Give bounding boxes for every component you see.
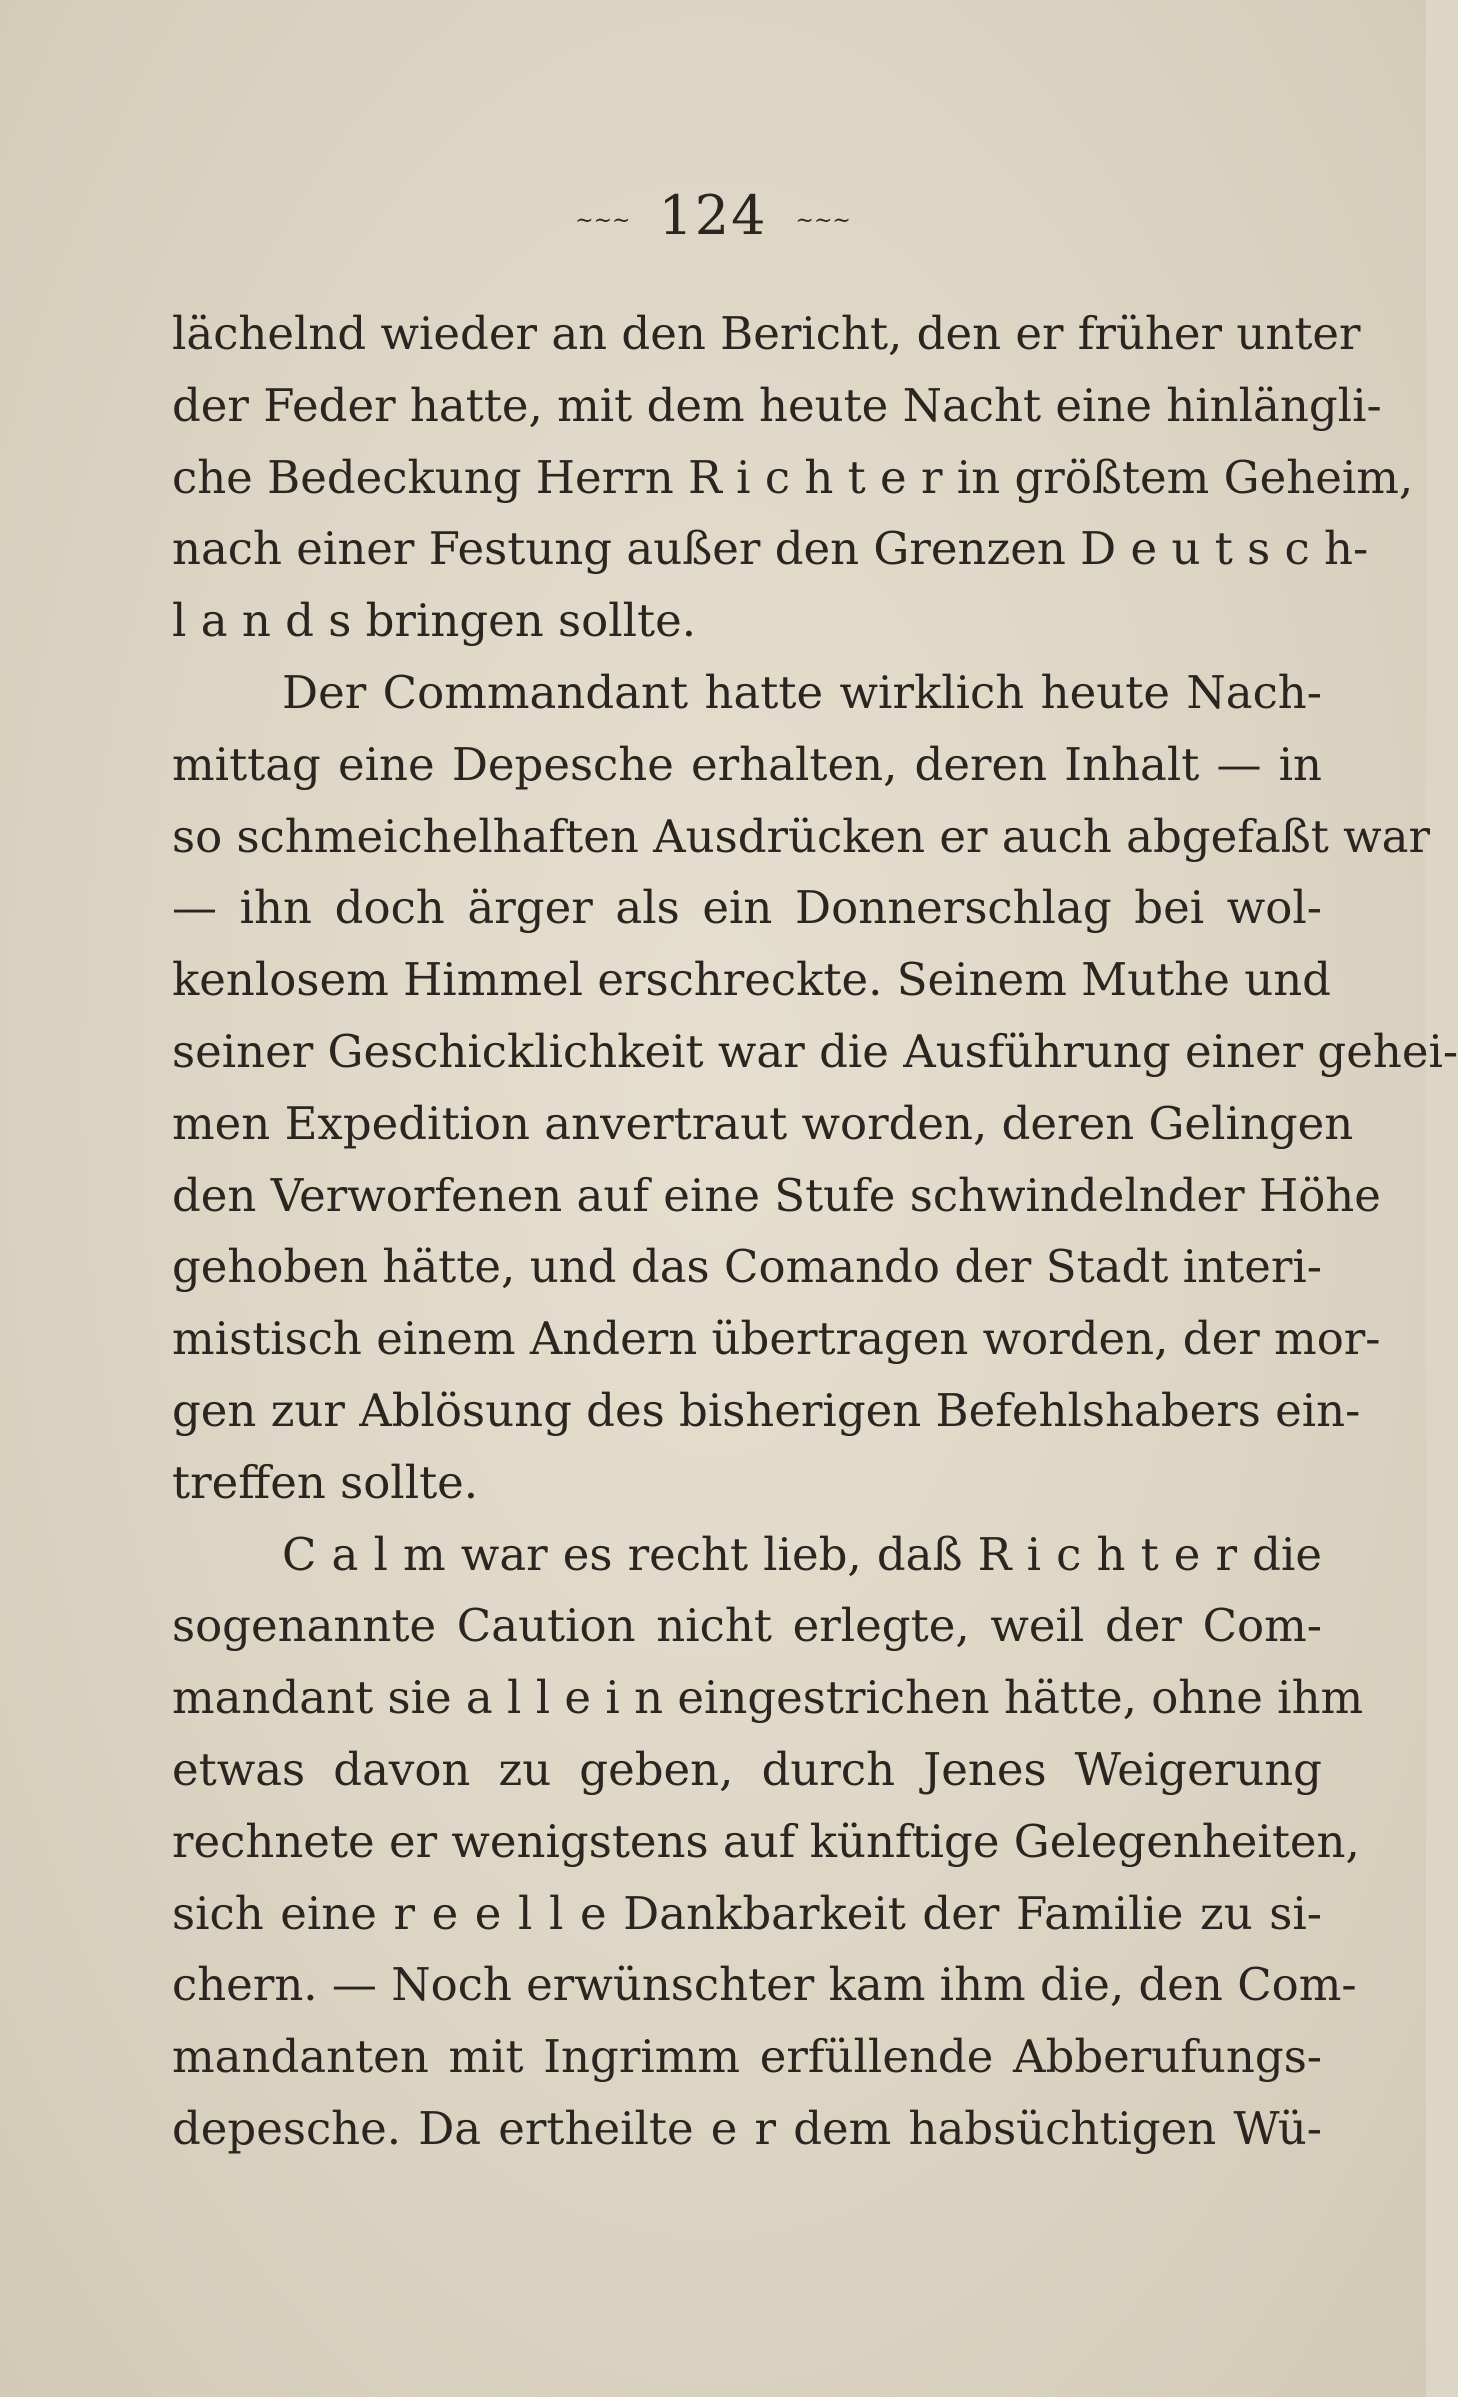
text-line: gehoben hätte, und das Comando der Stadt interi- [172,1240,1322,1294]
text-line: nach einer Festung außer den Grenzen D e u t s c h- [172,522,1369,576]
text-line: treffen sollte. [172,1455,479,1509]
ornament-left: ~~~ [575,208,631,234]
text-line: — ihn doch ärger als ein Donnerschlag bei wol- [172,881,1322,935]
text-line: depesche. Da ertheilte e r dem habsüchtigen Wü- [172,2101,1322,2155]
text-line: sich eine r e e l l e Dankbarkeit der Familie zu si- [172,1886,1322,1940]
text-line: gen zur Ablösung des bisherigen Befehlshabers ein- [172,1383,1361,1437]
text-line: Der Commandant hatte wirklich heute Nach- [282,665,1322,719]
text-line: sogenannte Caution nicht erlegte, weil der Com- [172,1599,1322,1653]
text-line: etwas davon zu geben, durch Jenes Weigerung [172,1742,1322,1796]
text-line: seiner Geschicklichkeit war die Ausführung einer gehei- [172,1024,1458,1078]
text-line: mandanten mit Ingrimm erfüllende Abberufungs- [172,2030,1322,2084]
page-number: 124 [658,184,768,247]
body-text [172,298,1458,2165]
text-line: men Expedition anvertraut worden, deren Gelingen [172,1096,1354,1150]
text-line: C a l m war es recht lieb, daß R i c h t e r die [282,1527,1322,1581]
text-line: mistisch einem Andern übertragen worden, der mor- [172,1312,1381,1366]
text-line: der Feder hatte, mit dem heute Nacht eine hinlängli- [172,378,1382,432]
text-line: mandant sie a l l e i n eingestrichen hätte, ohne ihm [172,1671,1364,1725]
ornament-right: ~~~ [795,208,851,234]
text-line: den Verworfenen auf eine Stufe schwindelnder Höhe [172,1168,1381,1222]
page-header [0,186,1426,252]
text-line: l a n d s bringen sollte. [172,594,697,648]
text-line: so schmeichelhaften Ausdrücken er auch abgefaßt war [172,809,1431,863]
text-line: che Bedeckung Herrn R i c h t e r in größtem Geheim, [172,450,1414,504]
text-line: kenlosem Himmel erschreckte. Seinem Muthe und [172,953,1331,1007]
text-line: lächelnd wieder an den Bericht, den er früher unter [172,307,1361,360]
text-line: mittag eine Depesche erhalten, deren Inhalt — in [172,737,1322,791]
text-line: chern. — Noch erwünschter kam ihm die, den Com- [172,1958,1357,2012]
text-line: rechnete er wenigstens auf künftige Gelegenheiten, [172,1814,1360,1868]
